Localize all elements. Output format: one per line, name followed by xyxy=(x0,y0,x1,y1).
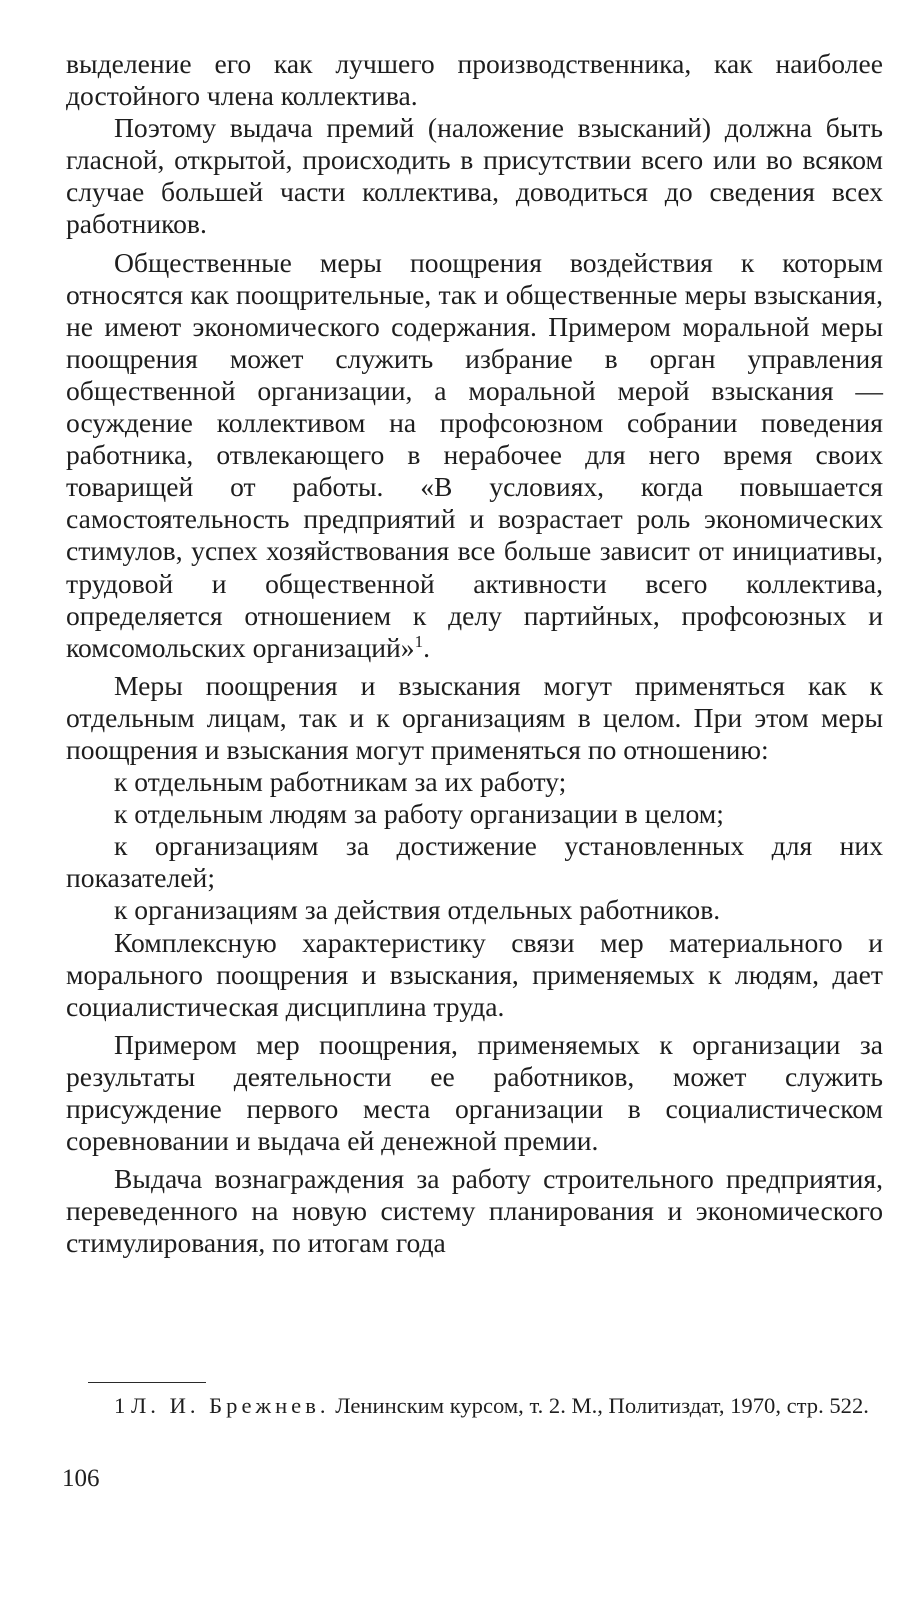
footnote xyxy=(66,1392,883,1419)
paragraph-complex-characteristic: Комплексную характеристику связи мер материального и морального поощрения и взыскания, применяемых к людям, дает социалистическая дисциплина труда. xyxy=(66,926,883,1022)
list-item: к отдельным работникам за их работу; xyxy=(114,766,567,798)
paragraph-prizes-public: Поэтому выдача премий (наложение взысканий) должна быть гласной, открытой, происходить в присутствии всего или во всяком случае большей части коллектива, доводиться до сведения всех работников. xyxy=(66,112,883,240)
list-item: к отдельным людям за работу организации в целом; xyxy=(114,798,724,830)
page-number: 106 xyxy=(62,1465,100,1492)
paragraph-public-measures-text: Общественные меры поощрения воздействия к которым относятся как поощрительные, так и общественные меры взыскания, не имеют экономического содержания. Примером моральной меры поощрения может служить избрание в орган управления общественной организации, а моральной мерой взыскания — осуждение коллективом на профсоюзном собрании поведения работника, отвлекающего в нерабочее для него время своих товарищей от работы. «В условиях, когда повышается самостоятельность предприятий и возрастает роль экономических стимулов, успех хозяйствования все больше зависит от инициативы, трудовой и общественной активности всего коллектива, определяется отношением к делу партийных, профсоюзных и комсомольских организаций» xyxy=(66,246,883,663)
page-body xyxy=(66,48,883,1259)
paragraph-reward: Выдача вознаграждения за работу строительного предприятия, переведенного на новую систему планирования и экономического стимулирования, по итогам года xyxy=(66,1163,883,1259)
footnote-author: Л. И. Брежнев. xyxy=(130,1393,330,1418)
footnote-divider xyxy=(88,1382,206,1383)
footnote-text: Ленинским курсом, т. 2. М., Политиздат, 1970, стр. 522. xyxy=(335,1393,869,1418)
footnote-marker: 1 xyxy=(114,1393,126,1418)
paragraph-example-organization: Примером мер поощрения, применяемых к организации за результаты деятельности ее работников, может служить присуждение первого места организации в социалистическом соревновании и выдача ей денежной премии. xyxy=(66,1028,883,1157)
footnote-reference: 1 xyxy=(414,631,424,651)
paragraph-public-measures: Общественные меры поощрения воздействия к которым относятся как поощрительные, так и общественные меры взыскания, не имеют экономического содержания. Примером моральной меры поощрения может служить избрание в орган управления общественной организации, а моральной мерой взыскания — осуждение коллективом на профсоюзном собрании поведения работника, отвлекающего в нерабочее для него время своих товарищей от работы. «В условиях, когда повышается самостоятельность предприятий и возрастает роль экономических стимулов, успех хозяйствования все больше зависит от инициативы, трудовой и общественной активности всего коллектива, определяется отношением к делу партийных, профсоюзных и комсомольских организаций»$^1$. xyxy=(66,246,883,663)
paragraph-continuation: выделение его как лучшего производственника, как наиболее достойного члена коллектива. xyxy=(66,48,883,112)
list-item: к организациям за действия отдельных работников. xyxy=(114,894,721,926)
paragraph-application: Меры поощрения и взыскания могут применяться как к отдельным лицам, так и к организациям в целом. При этом меры поощрения и взыскания могут применяться по отношению: xyxy=(66,669,883,765)
list-item: к организациям за достижение установленных для них показателей; xyxy=(66,830,883,894)
